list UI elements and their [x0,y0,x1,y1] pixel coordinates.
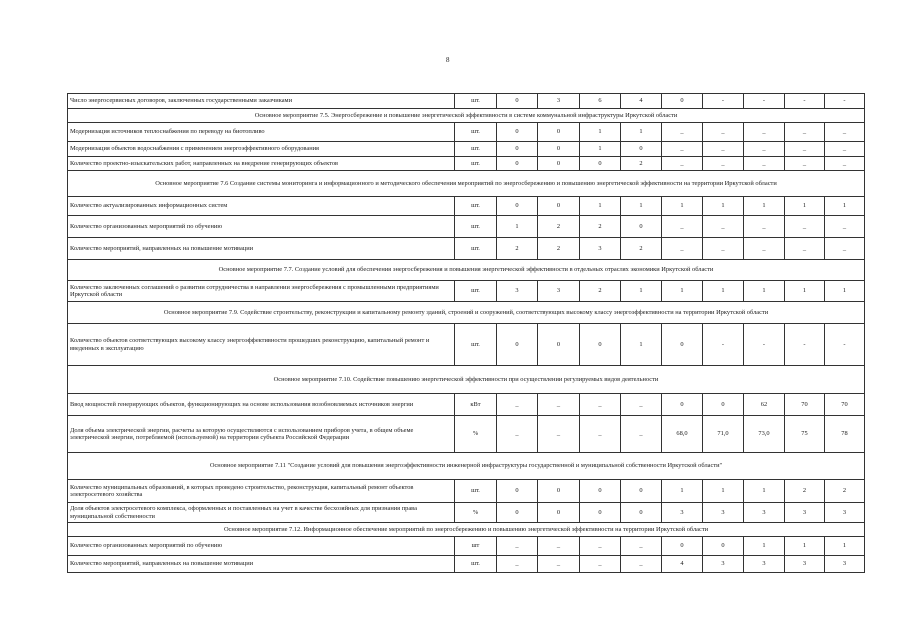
value-cell: 0 [580,157,621,171]
value-cell: 68,0 [662,416,703,453]
section-title: Основное мероприятие 7.6 Создание системы мониторинга и информационного и методического обеспечения мероприятий по энергосбережению и повышению энергетической эффективности на территории Иркутской области [68,171,865,197]
section-title: Основное мероприятие 7.7. Создание условий для обеспечения энергосбережения и повышения энергетической эффективности в отдельных отраслях экономики Иркутской области [68,260,865,281]
value-cell: _ [621,537,662,556]
unit-cell: шт. [455,123,497,142]
section-header-row [68,109,865,123]
value-cell: 1 [621,281,662,302]
value-cell: 1 [662,281,703,302]
value-cell: 0 [580,324,621,366]
value-cell: - [744,324,785,366]
value-cell: _ [621,416,662,453]
indicator-label: Количество мероприятий, направленных на повышение мотивации [68,238,455,260]
unit-cell: шт. [455,556,497,573]
value-cell: _ [703,142,744,157]
value-cell: 1 [580,123,621,142]
section-header-row [68,302,865,324]
section-title: Основное мероприятие 7.10. Содействие повышению энергетической эффективности при осуществлении регулируемых видов деятельности [68,366,865,394]
value-cell: 1 [662,197,703,216]
value-cell: 0 [662,324,703,366]
value-cell: _ [621,556,662,573]
indicator-label: Количество организованных мероприятий по обучению [68,537,455,556]
value-cell: 1 [580,197,621,216]
unit-cell: кВт [455,394,497,416]
unit-cell: шт. [455,157,497,171]
value-cell: _ [580,556,621,573]
unit-cell: шт [455,537,497,556]
value-cell: 2 [621,238,662,260]
value-cell: _ [580,416,621,453]
section-title: Основное мероприятие 7.12. Информационное обеспечение мероприятий по энергосбережению и повышению энергетической эффективности на территории Иркутской области [68,523,865,537]
value-cell: 3 [662,503,703,523]
value-cell: _ [744,157,785,171]
value-cell: _ [744,142,785,157]
value-cell: _ [825,123,865,142]
value-cell: _ [497,394,538,416]
value-cell: 2 [497,238,538,260]
value-cell: 3 [580,238,621,260]
value-cell: 1 [703,281,744,302]
value-cell: _ [825,157,865,171]
value-cell: _ [785,157,825,171]
unit-cell: шт. [455,324,497,366]
value-cell: 78 [825,416,865,453]
unit-cell: шт. [455,480,497,503]
indicator-row [68,123,865,142]
value-cell: - [703,94,744,109]
indicator-row [68,503,865,523]
value-cell: _ [538,556,580,573]
value-cell: 0 [703,537,744,556]
value-cell: 1 [825,281,865,302]
value-cell: 0 [538,503,580,523]
section-title: Основное мероприятие 7.9. Содействие строительству, реконструкции и капитальному ремонту зданий, строений и сооружений, соответствующих высокому классу энергоэффективности на территории Иркутской области [68,302,865,324]
value-cell: 1 [785,537,825,556]
value-cell: 1 [580,142,621,157]
value-cell: _ [538,537,580,556]
value-cell: 1 [621,123,662,142]
value-cell: _ [621,394,662,416]
value-cell: 3 [703,556,744,573]
value-cell: 1 [744,537,785,556]
section-header-row [68,366,865,394]
value-cell: 2 [785,480,825,503]
indicator-label: Количество мероприятий, направленных на повышение мотивации [68,556,455,573]
indicator-label: Число энергосервисных договоров, заключенных государственными заказчиками [68,94,455,109]
value-cell: 1 [621,324,662,366]
value-cell: _ [744,216,785,238]
value-cell: 3 [744,556,785,573]
value-cell: _ [825,216,865,238]
value-cell: _ [744,238,785,260]
value-cell: 4 [621,94,662,109]
indicator-label: Ввод мощностей генерирующих объектов, функционирующих на основе использования возобновляемых источников энергии [68,394,455,416]
value-cell: 0 [538,480,580,503]
value-cell: 0 [497,157,538,171]
section-title: Основное мероприятие 7.5. Энергосбережение и повышение энергетической эффективности в системе коммунальной инфраструктуры Иркутской области [68,109,865,123]
value-cell: _ [703,216,744,238]
indicator-row [68,142,865,157]
value-cell: 73,0 [744,416,785,453]
unit-cell: шт. [455,238,497,260]
value-cell: _ [538,394,580,416]
value-cell: 3 [825,503,865,523]
unit-cell: % [455,503,497,523]
value-cell: 0 [580,503,621,523]
indicators-table [67,93,865,573]
value-cell: 1 [703,197,744,216]
value-cell: _ [662,238,703,260]
value-cell: 0 [538,123,580,142]
value-cell: 2 [621,157,662,171]
value-cell: 0 [497,503,538,523]
value-cell: - [825,324,865,366]
value-cell: 75 [785,416,825,453]
value-cell: 3 [785,503,825,523]
value-cell: 0 [662,394,703,416]
section-header-row [68,260,865,281]
value-cell: 0 [538,324,580,366]
value-cell: - [825,94,865,109]
value-cell: 2 [580,281,621,302]
value-cell: - [744,94,785,109]
value-cell: 62 [744,394,785,416]
value-cell: 1 [662,480,703,503]
value-cell: 3 [785,556,825,573]
indicator-label: Количество актуализированных информационных систем [68,197,455,216]
value-cell: _ [497,416,538,453]
indicator-label: Количество заключенных соглашений о развитии сотрудничества в направлении энергосбережения с промышленными предприятиями Иркутской области [68,281,455,302]
value-cell: 0 [497,142,538,157]
value-cell: 0 [621,480,662,503]
indicator-row [68,537,865,556]
value-cell: 0 [703,394,744,416]
value-cell: _ [662,142,703,157]
value-cell: 1 [825,537,865,556]
unit-cell: шт. [455,216,497,238]
indicator-row [68,216,865,238]
value-cell: 0 [538,142,580,157]
indicator-row [68,238,865,260]
value-cell: 1 [744,281,785,302]
value-cell: 2 [538,216,580,238]
section-header-row [68,523,865,537]
unit-cell: шт. [455,197,497,216]
value-cell: 3 [744,503,785,523]
value-cell: _ [662,157,703,171]
value-cell: 4 [662,556,703,573]
value-cell: _ [785,123,825,142]
value-cell: 6 [580,94,621,109]
value-cell: 0 [662,94,703,109]
indicator-row [68,556,865,573]
value-cell: 3 [497,281,538,302]
value-cell: 0 [497,480,538,503]
indicator-label: Количество проектно-изыскательских работ, направленных на внедрение генерирующих объектов [68,157,455,171]
value-cell: 1 [744,197,785,216]
value-cell: 1 [497,216,538,238]
value-cell: _ [825,142,865,157]
unit-cell: шт. [455,142,497,157]
indicator-label: Доля объектов электросетевого комплекса, оформленных и поставленных на учет в качестве бесхозяйных для признания права муниципальной собственности [68,503,455,523]
section-title: Основное мероприятие 7.11 "Создание условий для повышения энергоэффективности инженерной инфраструктуры государственной и муниципальной собственности Иркутской области" [68,453,865,480]
value-cell: _ [703,123,744,142]
value-cell: 3 [538,94,580,109]
value-cell: 70 [825,394,865,416]
value-cell: 2 [580,216,621,238]
unit-cell: шт. [455,94,497,109]
value-cell: 70 [785,394,825,416]
indicator-label: Количество муниципальных образований, в которых проведено строительство, реконструкция, капитальный ремонт объектов электросетевого хозяйства [68,480,455,503]
value-cell: 1 [825,197,865,216]
indicator-row [68,157,865,171]
value-cell: 3 [703,503,744,523]
indicator-label: Доля объема электрической энергии, расчеты за которую осуществляются с использованием приборов учета, в общем объеме электрической энергии, потребляемой (используемой) на территории субъекта Российской Федерации [68,416,455,453]
value-cell: 0 [580,480,621,503]
indicator-row [68,281,865,302]
value-cell: _ [825,238,865,260]
value-cell: _ [785,216,825,238]
indicator-label: Количество организованных мероприятий по обучению [68,216,455,238]
indicator-row [68,197,865,216]
value-cell: _ [703,238,744,260]
value-cell: 1 [703,480,744,503]
value-cell: 71,0 [703,416,744,453]
value-cell: 0 [662,537,703,556]
value-cell: _ [497,537,538,556]
indicator-row [68,480,865,503]
page-number: 8 [446,56,450,64]
value-cell: 0 [621,216,662,238]
value-cell: _ [580,537,621,556]
value-cell: _ [785,142,825,157]
value-cell: _ [744,123,785,142]
unit-cell: % [455,416,497,453]
value-cell: 2 [825,480,865,503]
value-cell: _ [662,123,703,142]
value-cell: 1 [744,480,785,503]
value-cell: 0 [621,503,662,523]
value-cell: - [785,324,825,366]
unit-cell: шт. [455,281,497,302]
value-cell: 1 [785,197,825,216]
value-cell: _ [703,157,744,171]
value-cell: 0 [497,197,538,216]
indicator-label: Количество объектов соответствующих высокому классу энергоэффективности прошедших реконструкцию, капитальный ремонт и введенных в эксплуатацию [68,324,455,366]
indicator-row [68,94,865,109]
value-cell: _ [497,556,538,573]
value-cell: _ [785,238,825,260]
value-cell: 3 [825,556,865,573]
value-cell: 1 [621,197,662,216]
indicator-label: Модернизация источников теплоснабжения по переводу на биотопливо [68,123,455,142]
value-cell: 0 [538,157,580,171]
value-cell: _ [580,394,621,416]
section-header-row [68,171,865,197]
section-header-row [68,453,865,480]
indicator-row [68,416,865,453]
value-cell: 0 [621,142,662,157]
value-cell: - [785,94,825,109]
value-cell: 0 [497,94,538,109]
value-cell: _ [662,216,703,238]
value-cell: 1 [785,281,825,302]
indicator-row [68,324,865,366]
value-cell: 0 [497,324,538,366]
value-cell: _ [538,416,580,453]
indicator-row [68,394,865,416]
value-cell: 2 [538,238,580,260]
value-cell: 0 [538,197,580,216]
indicator-label: Модернизация объектов водоснабжения с применением энергоэффективного оборудования [68,142,455,157]
value-cell: 3 [538,281,580,302]
value-cell: - [703,324,744,366]
value-cell: 0 [497,123,538,142]
